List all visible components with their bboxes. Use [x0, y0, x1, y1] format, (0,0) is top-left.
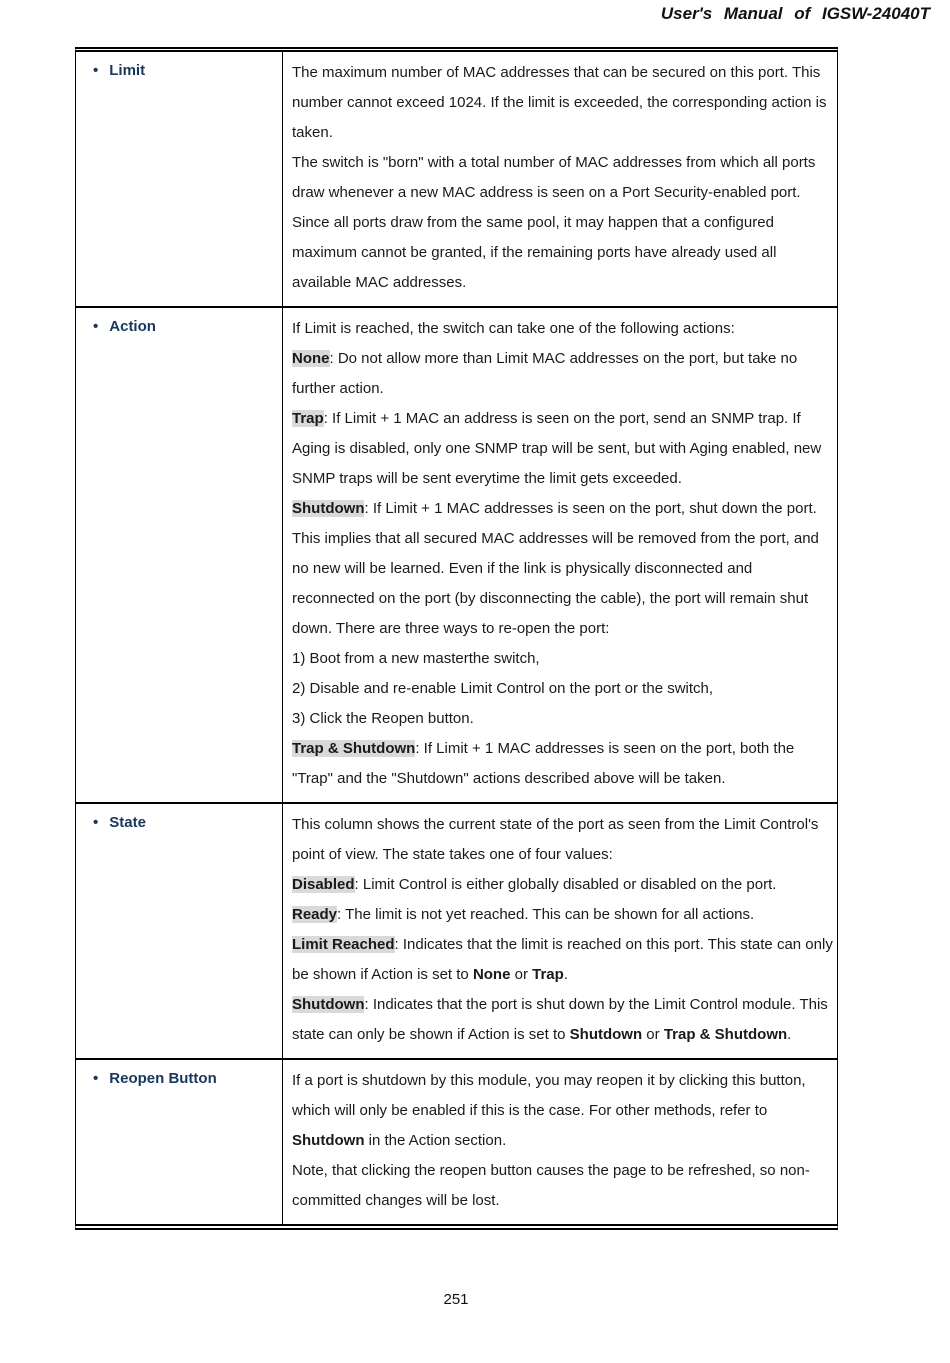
term-description — [283, 1060, 837, 1224]
description-paragraph: Note, that clicking the reopen button causes the page to be refreshed, so non-committed changes will be lost. — [292, 1162, 810, 1209]
definition-table — [75, 47, 838, 1230]
description-paragraph: If Limit is reached, the switch can take one of the following actions: — [292, 320, 735, 337]
term-label: Action — [109, 318, 156, 335]
table-row — [76, 308, 837, 804]
description-paragraph: Disabled: Limit Control is either globally disabled or disabled on the port. — [292, 876, 777, 893]
description-paragraph: Trap & Shutdown: If Limit + 1 MAC addresses is seen on the port, both the "Trap" and the "Shutdown" actions described above will be taken. — [292, 740, 795, 787]
table-row — [76, 52, 837, 308]
term-cell — [76, 804, 283, 1058]
bullet-icon: • — [93, 1070, 99, 1087]
description-paragraph: Shutdown: If Limit + 1 MAC addresses is seen on the port, shut down the port. This implies that all secured MAC addresses will be removed from the port, and no new will be learned. Even if the link is physically disconnected and reconnected on the port (by disconnecting the cable), the port will remain shut down. There are three ways to re-open the port: — [292, 500, 819, 637]
description-paragraph: The switch is "born" with a total number of MAC addresses from which all ports draw whenever a new MAC address is seen on a Port Security-enabled port. Since all ports draw from the same pool, it may happen that a configured maximum cannot be granted, if the remaining ports have already used all available MAC addresses. — [292, 154, 816, 291]
description-paragraph: Limit Reached: Indicates that the limit is reached on this port. This state can only be shown if Action is set to None or Trap. — [292, 936, 833, 983]
term-description — [283, 52, 837, 306]
description-paragraph: None: Do not allow more than Limit MAC addresses on the port, but take no further action. — [292, 350, 798, 397]
description-paragraph: Shutdown: Indicates that the port is shut down by the Limit Control module. This state can only be shown if Action is set to Shutdown or Trap & Shutdown. — [292, 996, 828, 1043]
term-description — [283, 804, 837, 1058]
term-label: Reopen Button — [109, 1070, 217, 1087]
manual-title: User's Manual of IGSW-24040T — [660, 4, 930, 23]
description-paragraph: If a port is shutdown by this module, you may reopen it by clicking this button, which will only be enabled if this is the case. For other methods, refer to Shutdown in the Action section. — [292, 1072, 806, 1149]
table-row — [76, 804, 837, 1060]
bullet-icon: • — [93, 318, 99, 335]
term-cell — [76, 1060, 283, 1224]
description-paragraph: 2) Disable and re-enable Limit Control on the port or the switch, — [292, 680, 714, 697]
description-paragraph: Trap: If Limit + 1 MAC an address is seen on the port, send an SNMP trap. If Aging is disabled, only one SNMP trap will be sent, but with Aging enabled, new SNMP traps will be sent everytime the limit gets exceeded. — [292, 410, 822, 487]
term-label: State — [109, 814, 146, 831]
page-number: 251 — [443, 1291, 469, 1308]
bullet-icon: • — [93, 814, 99, 831]
table-row — [76, 1060, 837, 1224]
description-paragraph: This column shows the current state of the port as seen from the Limit Control's point of view. The state takes one of four values: — [292, 816, 819, 863]
description-paragraph: 3) Click the Reopen button. — [292, 710, 474, 727]
term-label: Limit — [109, 62, 146, 79]
description-paragraph: The maximum number of MAC addresses that can be secured on this port. This number cannot exceed 1024. If the limit is exceeded, the corresponding action is taken. — [292, 64, 827, 141]
term-cell — [76, 52, 283, 306]
description-paragraph: 1) Boot from a new masterthe switch, — [292, 650, 540, 667]
page-header — [0, 4, 930, 24]
description-paragraph: Ready: The limit is not yet reached. This can be shown for all actions. — [292, 906, 755, 923]
term-cell — [76, 308, 283, 802]
bullet-icon: • — [93, 62, 99, 79]
term-description — [283, 308, 837, 802]
